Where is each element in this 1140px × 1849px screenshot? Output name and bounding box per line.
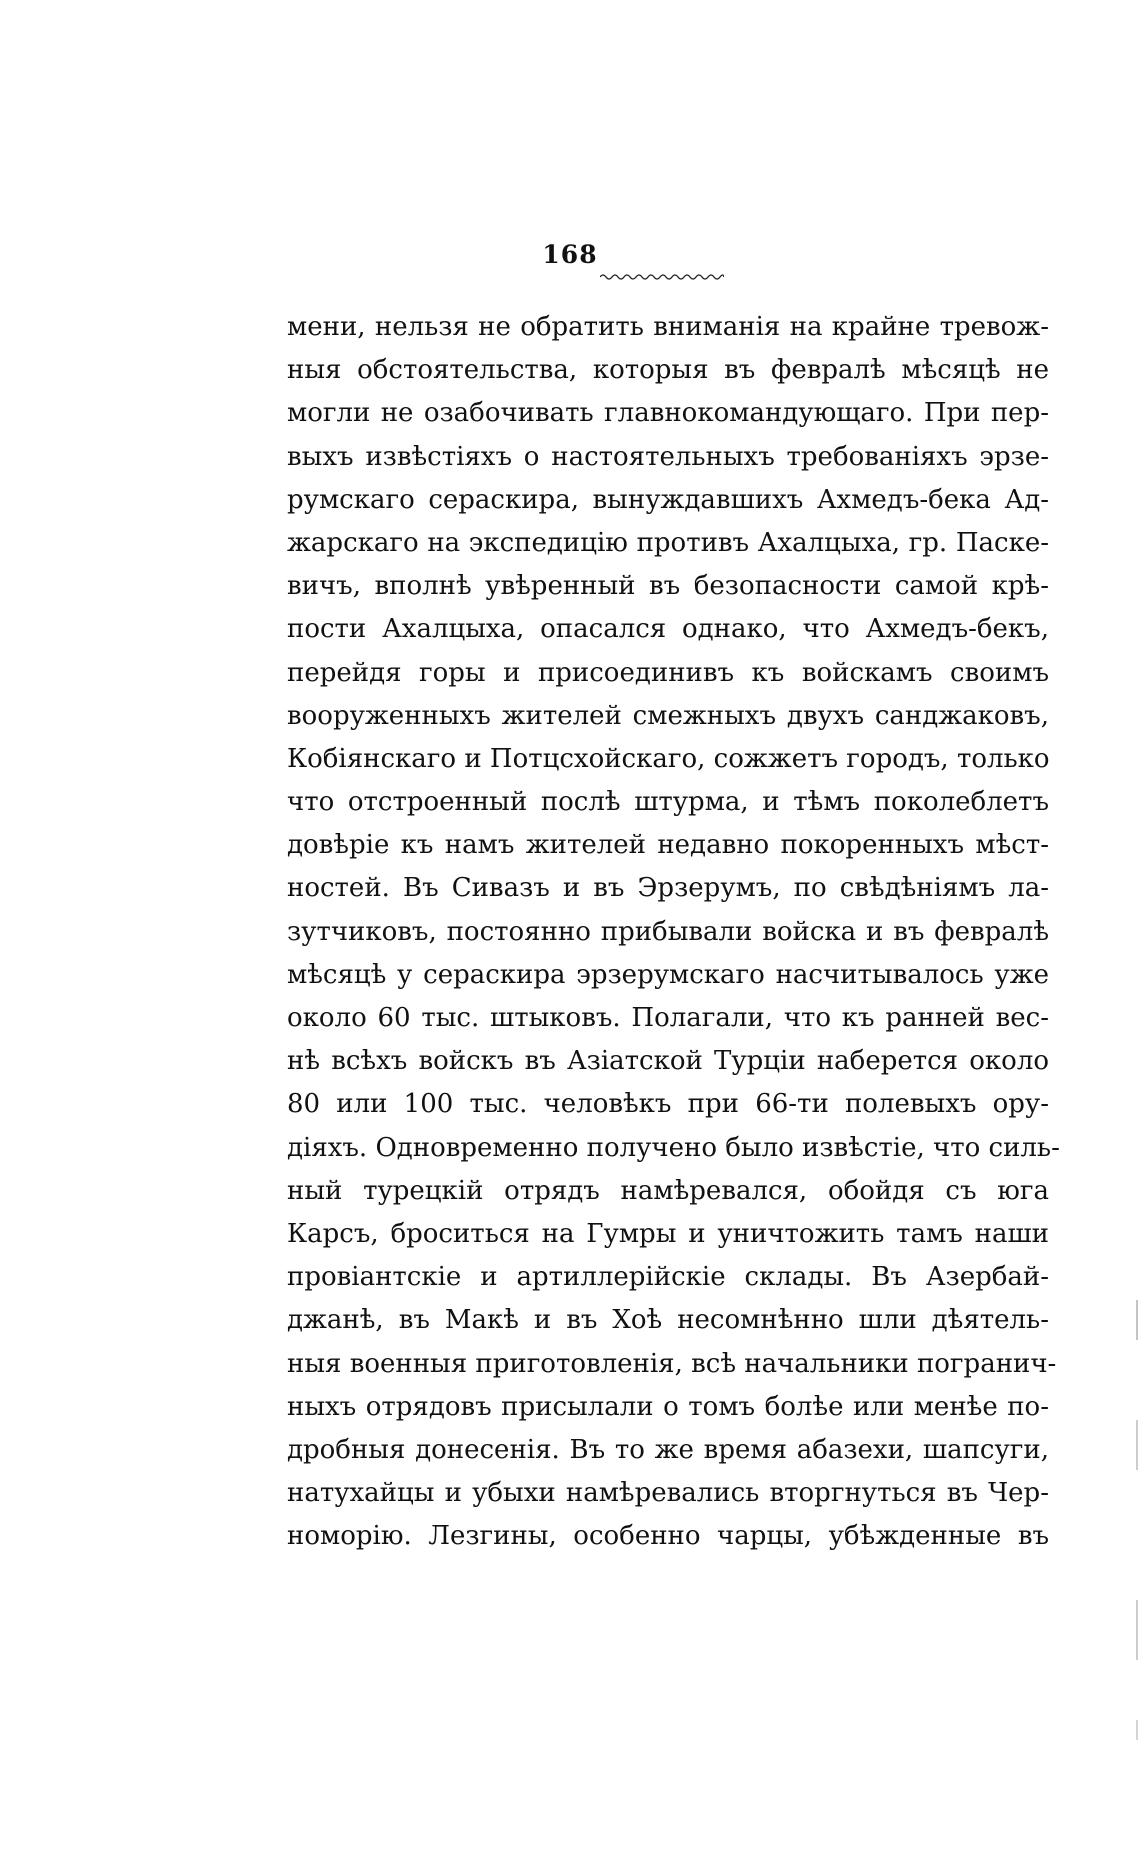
text-line: что отстроенный послѣ штурма, и тѣмъ поколеблетъ [287, 787, 1049, 818]
text-line: мѣсяцѣ у сераскира эрзерумскаго насчитывалось уже [287, 959, 1049, 990]
wavy-rule-ornament [600, 273, 724, 281]
text-line: ныя военныя приготовленія, всѣ начальники погранич- [287, 1348, 1057, 1379]
text-line: около 60 тыс. штыковъ. Полагали, что къ ранней вес- [287, 1003, 1049, 1033]
text-line: Кобіянскаго и Потцсхойскаго, сожжетъ городъ, только [287, 743, 1050, 774]
text-line: ныхъ отрядовъ присылали о томъ болѣе или менѣе по- [287, 1391, 1049, 1422]
text-line: провіантскіе и артиллерійскіе склады. Въ Азербай- [287, 1262, 1049, 1293]
text-line: 80 или 100 тыс. человѣкъ при 66-ти полевыхъ ору- [287, 1089, 1049, 1120]
text-line: джанѣ, въ Макѣ и въ Хоѣ несомнѣнно шли дѣятель- [287, 1305, 1049, 1336]
text-line: довѣріе къ намъ жителей недавно покоренныхъ мѣст- [287, 830, 1049, 861]
text-line: діяхъ. Одновременно получено было извѣстіе, что силь- [287, 1132, 1060, 1163]
text-line: натухайцы и убыхи намѣревались вторгнуться въ Чер- [287, 1478, 1049, 1509]
text-line: выхъ извѣстіяхъ о настоятельныхъ требованіяхъ эрзе- [287, 441, 1049, 472]
text-line: нѣ всѣхъ войскъ въ Азіатской Турціи наберется около [287, 1046, 1049, 1077]
body-text [287, 306, 1060, 1558]
text-line: дробныя донесенія. Въ то же время абазехи, шапсуги, [287, 1434, 1049, 1465]
text-line: перейдя горы и присоединивъ къ войскамъ своимъ [287, 657, 1049, 688]
text-line: вичъ, вполнѣ увѣренный въ безопасности самой крѣ- [287, 571, 1049, 602]
text-line: зутчиковъ, постоянно прибывали войска и въ февралѣ [287, 916, 1049, 947]
text-line: румскаго сераскира, вынуждавшихъ Ахмедъ-бека Ад- [287, 484, 1049, 515]
text-line: номорію. Лезгины, особенно чарцы, убѣжденные въ [287, 1521, 1049, 1552]
page-number: 168 [542, 240, 598, 269]
text-line: ныя обстоятельства, которыя въ февралѣ мѣсяцѣ не [287, 355, 1049, 386]
text-line: пости Ахалцыха, опасался однако, что Ахмедъ-бекъ, [287, 614, 1049, 645]
scan-edge-marks [1134, 1300, 1140, 1760]
text-line: мени, нельзя не обратить вниманія на крайне тревож- [287, 312, 1049, 342]
text-line: вооруженныхъ жителей смежныхъ двухъ санджаковъ, [287, 700, 1049, 731]
text-line: ный турецкій отрядъ намѣревался, обойдя съ юга [287, 1175, 1049, 1206]
text-line: ностей. Въ Сивазъ и въ Эрзерумъ, по свѣдѣніямъ ла- [287, 873, 1049, 904]
text-line: могли не озабочивать главнокомандующаго. При пер- [287, 398, 1049, 429]
text-line: жарскаго на экспедицію противъ Ахалцыха, гр. Паске- [287, 527, 1049, 558]
text-line: Карсъ, броситься на Гумры и уничтожить тамъ наши [287, 1218, 1049, 1249]
